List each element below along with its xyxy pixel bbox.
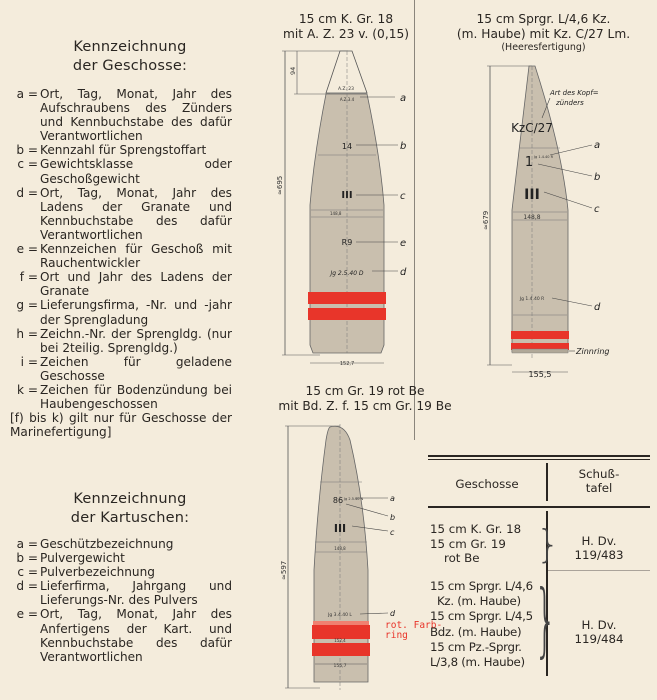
legend-item-g: g = Lieferungsfirma, -Nr. und -jahr der Sprengladung — [16, 298, 232, 327]
legend-item-d: d = Ort, Tag, Monat, Jahr des Ladens der Granate und Kennbuchstabe des dafür Verantwortlichen — [16, 185, 232, 242]
shell3-caption-line2: mit Bd. Z. f. 15 cm Gr. 19 Be — [278, 398, 452, 413]
shell3-driving-band-1 — [312, 625, 370, 639]
shell2-weight: 148,8 — [523, 214, 541, 221]
table-cell: 15 cm Sprgr. L/4,5 — [430, 609, 533, 624]
shell3-dim-length: ≈597 — [280, 560, 288, 580]
shell1-mark-b: 14 — [341, 142, 353, 151]
legend-item-k: k = Zeichen für Bodenzündung bei Haubengeschossen — [17, 382, 232, 412]
shell2-dim-base: 155,5 — [528, 370, 552, 379]
shell1-letter-e: e — [400, 238, 407, 249]
shell1-drawing — [260, 45, 420, 375]
shell3-caption-line1: 15 cm Gr. 19 rot Be — [305, 384, 425, 398]
table-header-geschosse: Geschosse — [455, 477, 519, 491]
shell1-driving-band-1 — [308, 292, 386, 304]
shell3-dim-base: 155,7 — [333, 664, 347, 669]
shell1-mark-e: R9 — [341, 238, 353, 247]
kartuschen-title-line1: Kennzeichnung — [73, 491, 187, 507]
kart-item-a: a = Geschützbezeichnung — [16, 537, 174, 551]
shell2-caption-line2: (m. Haube) mit Kz. C/27 Lm. — [456, 26, 631, 41]
shell3-stamp-a: Jg 2.5.40 N — [344, 497, 364, 501]
geschosse-title-line1: Kennzeichnung — [73, 39, 187, 55]
shell3-mark-c: III — [333, 522, 347, 535]
table-group2-shells — [430, 579, 545, 670]
geschosse-legend — [0, 87, 232, 439]
geschosse-title-line2: der Geschosse: — [72, 58, 188, 74]
shell2-mark-b: 1 — [524, 155, 534, 170]
table-cell: 15 cm Gr. 19 — [430, 536, 506, 551]
shell2-letter-c: c — [594, 204, 600, 215]
table-cell: L/3,8 (m. Haube) — [430, 655, 525, 670]
shell3-mark-b: 86 — [332, 496, 344, 505]
shell1-caption-line2: mit A. Z. 23 v. (0,15) — [283, 26, 409, 41]
shell2-zinnring-band — [512, 349, 568, 353]
shell2-letter-d: d — [594, 302, 601, 313]
shell1-mark-c: III — [341, 190, 353, 201]
kart-item-c: c = Pulverbezeichnung — [17, 565, 155, 580]
legend-item-c: c = Gewichtsklasse oder Geschoßgewicht — [17, 157, 232, 186]
shell2-fuze-note-2: zünders — [556, 99, 584, 107]
shell2-driving-band-1 — [511, 331, 569, 339]
shell2-letter-b: b — [594, 172, 601, 183]
shell3-driving-band-2 — [312, 643, 370, 656]
shell1-letter-d: d — [400, 267, 407, 278]
kartuschen-heading — [20, 490, 240, 528]
legend-item-a: a = Ort, Tag, Monat, Jahr des Aufschraubens des Zünders und Kennbuchstabe des dafür Verantwortlichen — [16, 87, 232, 144]
shell2-stamp-a: Jg 1.4.40 R — [534, 155, 554, 159]
shell2-drawing — [480, 60, 650, 385]
shell3-weight: 148,8 — [334, 546, 346, 551]
legend-item-e: e = Kennzeichen für Geschoß mit Rauchentwickler — [16, 242, 232, 271]
shell3-caption — [260, 384, 470, 413]
shell3-farbring — [313, 621, 369, 625]
shell1-dim-nose: 94 — [289, 66, 297, 75]
shell3-mid-dim: 152,4 — [334, 638, 346, 643]
shell2-fuze-note-1: Art des Kopf= — [550, 89, 599, 97]
shell2-caption — [430, 12, 657, 55]
table-group2-brace: } — [534, 573, 557, 666]
table-top-rule-2 — [428, 459, 650, 460]
table-header-rule — [428, 506, 650, 508]
shell1-driving-band-2 — [308, 308, 386, 320]
shell1-dim-base: 152,7 — [339, 361, 355, 367]
kart-item-b: b = Pulvergewicht — [16, 551, 125, 566]
shell1-caption-line1: 15 cm K. Gr. 18 — [298, 12, 394, 26]
legend-note: [f) bis k) gilt nur für Geschosse der Marinefertigung] — [10, 411, 232, 440]
geschosse-heading — [20, 38, 240, 76]
shell1-letter-b: b — [400, 141, 407, 152]
shell3-letter-d: d — [390, 609, 396, 618]
table-cell: 15 cm Pz.-Sprgr. — [430, 639, 522, 654]
shell2-mark-d: Jg 1.4.40 R — [519, 297, 545, 302]
legend-item-b: b = Kennzahl für Sprengstoffart — [16, 143, 207, 158]
table-group1-brace: } — [536, 522, 561, 566]
kartuschen-title-line2: der Kartuschen: — [70, 510, 190, 526]
shell1-fuze-label: A.Z. 23 — [337, 87, 355, 92]
table-cell: Kz. (m. Haube) — [437, 594, 521, 609]
legend-item-i: i = Zeichen für geladene Geschosse — [20, 354, 232, 383]
shell2-fuze-mark: KzC/27 — [511, 121, 553, 135]
shell1-stamp-a: A.Z.3.4 — [339, 97, 355, 102]
table-group2-ref: H. Dv. 119/484 — [574, 618, 624, 646]
shell2-caption-line3: (Heeresfertigung) — [501, 42, 586, 53]
shell3-letter-a: a — [390, 494, 395, 503]
kartuschen-legend — [0, 537, 232, 664]
kart-item-e: e = Ort, Tag, Monat, Jahr des Anfertigens der Kart. und Kennbuchstabe des dafür Verantwortlichen — [16, 607, 232, 664]
shell3-mark-d: Jg 3.4.40 L — [328, 613, 352, 618]
table-cell: rot Be — [444, 551, 480, 565]
legend-item-h: h = Zeichn.-Nr. der Sprengldg. (nur bei 2teilig. Sprengldg.) — [16, 326, 232, 355]
shell1-caption — [276, 12, 416, 41]
table-header-schusstafel: Schuß- tafel — [578, 467, 620, 495]
shell3-letter-c: c — [390, 528, 395, 537]
shell1-letter-a: a — [400, 93, 407, 104]
shell1-dim-length: ≈695 — [276, 175, 284, 195]
shell3-farbring-label: rot. Farb- ring — [385, 620, 443, 641]
table-row-rule — [548, 570, 650, 571]
shell3-drawing — [280, 420, 415, 700]
shell2-dim-length: ≈679 — [482, 210, 490, 230]
table-top-rule — [428, 455, 650, 457]
legend-item-f: f = Ort und Jahr des Ladens der Granate — [19, 270, 232, 299]
shell1-weight: 148,8 — [330, 211, 342, 216]
shell1-mark-d: Jg 2.5.40 D — [330, 270, 364, 277]
table-cell: 15 cm K. Gr. 18 — [430, 522, 522, 536]
shell2-letter-a: a — [594, 140, 601, 151]
table-group1-ref: H. Dv. 119/483 — [574, 534, 624, 562]
shell2-body — [512, 66, 568, 352]
table-cell: 15 cm Sprgr. L/4,6 — [430, 579, 533, 593]
shell2-mark-c: III — [524, 187, 540, 203]
shell2-caption-line1: 15 cm Sprgr. L/4,6 Kz. — [476, 12, 611, 26]
table-group1-shells — [430, 522, 540, 566]
shell1-letter-c: c — [400, 191, 406, 202]
table-cell: Bdz. (m. Haube) — [430, 624, 522, 639]
shell2-zinnring-label: Zinnring — [576, 347, 610, 356]
shell3-letter-b: b — [390, 513, 396, 522]
kart-item-d: d = Lieferfirma, Jahrgang und Lieferungs-Nr. des Pulvers — [16, 579, 232, 608]
